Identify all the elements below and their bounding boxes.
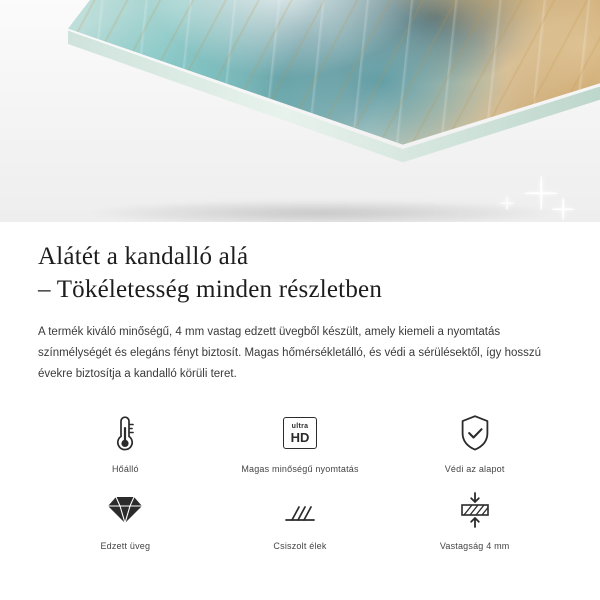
feature-heat-resistant [38, 411, 213, 474]
content-area [0, 240, 600, 551]
feature-grid [38, 411, 562, 551]
feature-label: Hőálló [111, 464, 139, 474]
feature-label: Védi az alapot [444, 464, 505, 474]
ultra-hd-icon [283, 411, 317, 455]
feature-label: Magas minőségű nyomtatás [241, 464, 359, 474]
hero-product-image [0, 0, 600, 222]
thickness-arrows-icon [457, 488, 493, 532]
feature-label: Edzett üveg [100, 541, 151, 551]
feature-surface-protection [387, 411, 562, 474]
feature-polished-edges [213, 488, 388, 551]
glass-panel-shadow [86, 200, 556, 222]
page-title [38, 240, 562, 306]
page-title-line-1: Alátét a kandalló alá [38, 243, 249, 270]
diamond-icon [106, 488, 144, 532]
feature-tempered-glass [38, 488, 213, 551]
feature-label: Csiszolt élek [273, 541, 327, 551]
page-title-line-2: – Tökéletesség minden részletben [38, 276, 383, 303]
product-description-text: A termék kiváló minőségű, 4 mm vastag edzett üvegből készült, amely kiemeli a nyomtatás színmélységét és elegáns fényt biztosít. Magas hőmérsékletálló, és védi a sérülésektől, így hosszú évekre biztosítja a kandalló körüli teret. [38, 326, 542, 380]
feature-print-quality [213, 411, 388, 474]
feature-thickness [387, 488, 562, 551]
feature-label: Vastagság 4 mm [439, 541, 510, 551]
ultra-hd-badge-top: ultra [291, 422, 309, 430]
polished-edges-icon [282, 488, 318, 532]
thermometer-icon [112, 411, 138, 455]
ultra-hd-badge-bottom: HD [290, 429, 310, 445]
shield-check-icon [458, 411, 492, 455]
